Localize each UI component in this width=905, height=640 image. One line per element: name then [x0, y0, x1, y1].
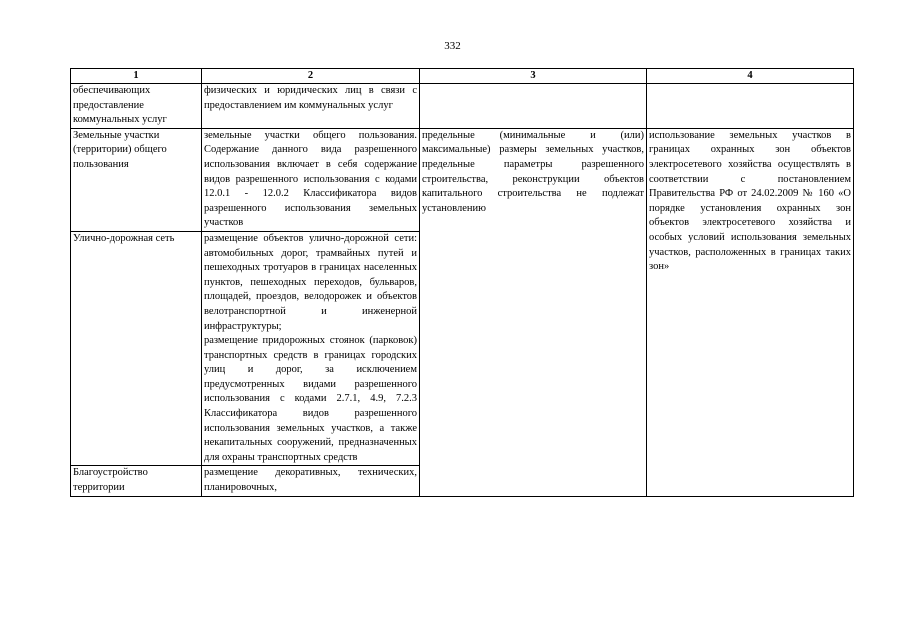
column-header-3: 3	[420, 69, 647, 84]
row-1-col-1: обеспечивающих предоставление коммунальных услуг	[71, 84, 202, 129]
table-row	[71, 84, 854, 129]
table-row	[71, 128, 854, 231]
row-2-col-3: предельные (минимальные и (или) максимальные) размеры земельных участков, предельные параметры разрешенного строительства, реконструкции объектов капитального строительства не подлежат установлению	[420, 128, 647, 496]
column-header-2: 2	[202, 69, 420, 84]
row-2-col-1: Земельные участки (территории) общего пользования	[71, 128, 202, 231]
row-3-col-1: Улично-дорожная сеть	[71, 231, 202, 466]
row-3-col-2-paragraph-2: размещение придорожных стоянок (парковок) транспортных средств в границах городских улиц и дорог, за исключением предусмотренных видами разрешенного использования с кодами 2.7.1, 4.9, 7.2.3 Классификатора видов разрешенного использования земельных участков, а также некапитальных сооружений, предназначенных для охраны транспортных средств	[204, 335, 417, 463]
row-4-col-1: Благоустройство территории	[71, 466, 202, 496]
page-number: 332	[444, 40, 461, 52]
row-1-col-3	[420, 84, 647, 129]
row-2-col-2: земельные участки общего пользования. Содержание данного вида разрешенного использования включает в себя содержание видов разрешенного использования с кодами 12.0.1 - 12.0.2 Классификатора видов разрешенного использования земельных участков	[202, 128, 420, 231]
row-1-col-2: физических и юридических лиц в связи с предоставлением им коммунальных услуг	[202, 84, 420, 129]
land-use-table	[70, 68, 854, 497]
column-header-1: 1	[71, 69, 202, 84]
row-3-col-2-paragraph-1: размещение объектов улично-дорожной сети: автомобильных дорог, трамвайных путей и пешеходных тротуаров в границах населенных пунктов, пешеходных переходов, бульваров, площадей, проездов, велодорожек и объектов велотранспортной и инженерной инфраструктуры;	[204, 232, 417, 332]
row-2-col-4: использование земельных участков в границах охранных зон объектов электросетевого хозяйства осуществлять в соответствии с постановлением Правительства РФ от 24.02.2009 № 160 «О порядке установления охранных зон объектов электросетевого хозяйства и особых условий использования земельных участков, расположенных в границах таких зон»	[647, 128, 854, 496]
table-header-row	[71, 69, 854, 84]
column-header-4: 4	[647, 69, 854, 84]
row-4-col-2: размещение декоративных, технических, планировочных,	[202, 466, 420, 496]
row-3-col-2	[202, 231, 420, 466]
row-1-col-4	[647, 84, 854, 129]
